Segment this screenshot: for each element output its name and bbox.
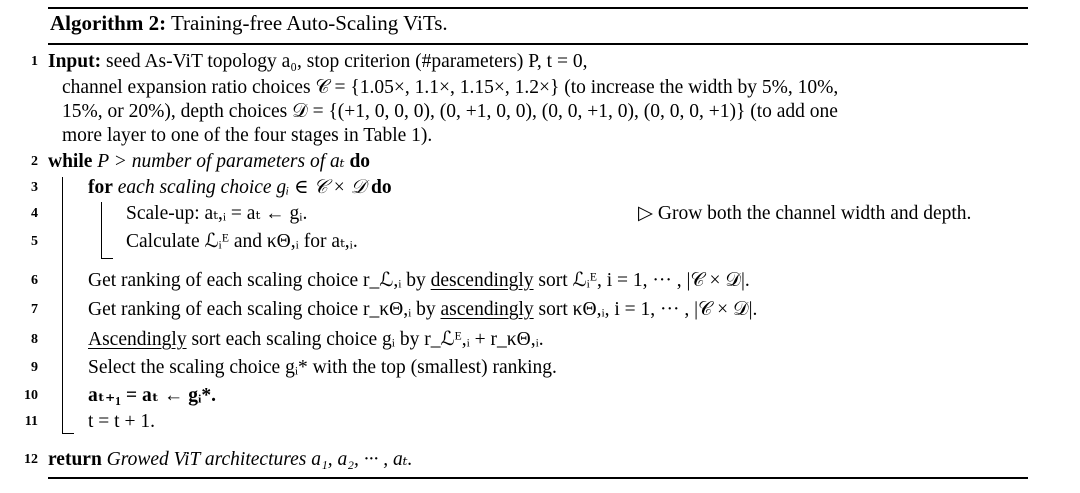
bottom-rule [48, 477, 1028, 479]
line-number: 1 [31, 54, 38, 69]
line-number: 10 [24, 388, 38, 403]
line-number: 2 [31, 154, 38, 169]
line-number: 3 [31, 180, 38, 195]
algorithm-name: Training-free Auto-Scaling ViTs. [170, 11, 448, 35]
line-number: 5 [31, 234, 38, 249]
grow-comment: ▷ Grow both the channel width and depth. [638, 203, 972, 224]
while-line: while P > number of parameters of aₜ do [48, 151, 371, 172]
calculate-line: Calculate ℒᵢᴱ and κΘ,ᵢ for aₜ,ᵢ. [126, 231, 358, 252]
algorithm-label: Algorithm 2: [50, 11, 167, 35]
top-rule [48, 7, 1028, 9]
sort-line: Ascendingly sort each scaling choice gᵢ by r_ℒᴱ,ᵢ + r_κΘ,ᵢ. [88, 329, 544, 350]
while-block-bar [62, 177, 63, 433]
line-number: 11 [24, 414, 38, 429]
line-number: 9 [31, 360, 38, 375]
increment-line: t = t + 1. [88, 411, 155, 432]
scale-up-line: Scale-up: aₜ,ᵢ = aₜ ← gᵢ. [126, 203, 308, 224]
select-line: Select the scaling choice gᵢ* with the top (smallest) ranking. [88, 357, 557, 378]
return-line: return Growed ViT architectures a₁, a₂, ··· , aₜ. [48, 449, 413, 470]
title-rule [48, 43, 1028, 45]
input-line: Input: seed As-ViT topology a₀, stop criterion (#parameters) P, t = 0, [48, 51, 588, 72]
while-block-foot [62, 433, 74, 434]
line-number: 7 [31, 302, 38, 317]
line-number: 12 [24, 452, 38, 467]
input-line-table: more layer to one of the four stages in Table 1). [62, 125, 433, 146]
for-line: for each scaling choice gᵢ ∈ 𝒞 × 𝒟 do [88, 177, 392, 198]
input-line-channel: channel expansion ratio choices 𝒞 = {1.05×, 1.1×, 1.15×, 1.2×} (to increase the width by 5%, 10%, [62, 77, 839, 98]
update-line: aₜ₊₁ = aₜ ← gᵢ*. [88, 385, 217, 406]
algorithm-title [50, 11, 448, 36]
for-block-bar [101, 202, 102, 258]
ranking-loss-line: Get ranking of each scaling choice r_ℒ,ᵢ by descendingly sort ℒᵢᴱ, i = 1, ··· , |𝒞 × 𝒟|. [88, 270, 750, 291]
ranking-kappa-line: Get ranking of each scaling choice r_κΘ,ᵢ by ascendingly sort κΘ,ᵢ, i = 1, ··· , |𝒞 × 𝒟|. [88, 299, 758, 320]
line-number: 4 [31, 206, 38, 221]
line-number: 6 [31, 273, 38, 288]
for-block-foot [101, 258, 113, 259]
input-line-depth: 15%, or 20%), depth choices 𝒟 = {(+1, 0, 0, 0), (0, +1, 0, 0), (0, 0, +1, 0), (0, 0, 0, +1)} (to add one [62, 101, 838, 122]
line-number: 8 [31, 332, 38, 347]
